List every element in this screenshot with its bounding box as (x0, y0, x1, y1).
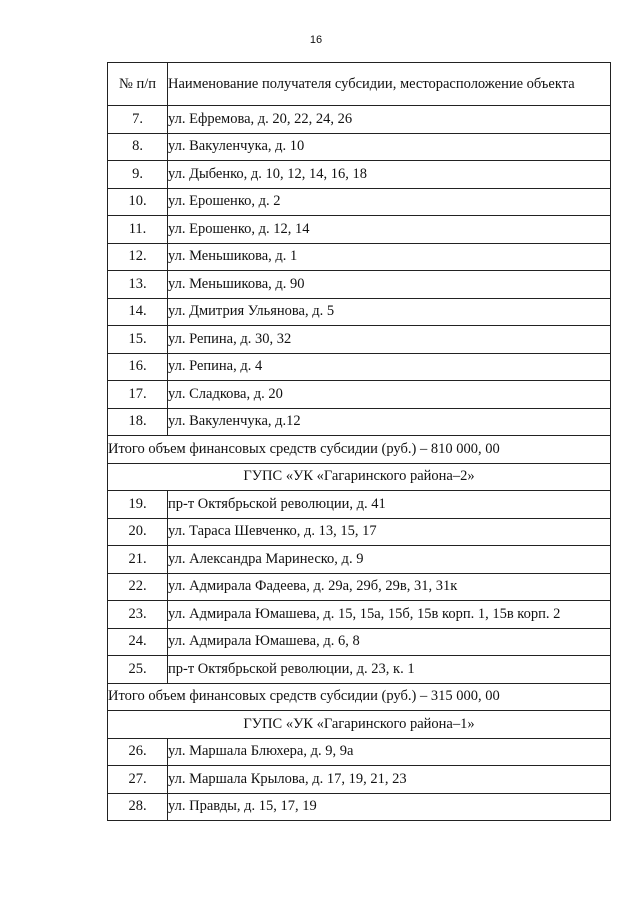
row-number: 7. (108, 106, 168, 134)
table-row (108, 161, 611, 189)
subsidy-total: Итого объем финансовых средств субсидии (руб.) – 315 000, 00 (108, 683, 611, 711)
row-number: 14. (108, 298, 168, 326)
table-row (108, 518, 611, 546)
row-number: 28. (108, 793, 168, 821)
table-row (108, 381, 611, 409)
row-address: ул. Ерошенко, д. 12, 14 (168, 216, 611, 244)
row-address: ул. Дмитрия Ульянова, д. 5 (168, 298, 611, 326)
table-row (108, 628, 611, 656)
table-row (108, 243, 611, 271)
row-address: ул. Сладкова, д. 20 (168, 381, 611, 409)
section-title: ГУПС «УК «Гагаринского района–1» (108, 711, 611, 739)
row-address: ул. Вакуленчука, д.12 (168, 408, 611, 436)
row-number: 15. (108, 326, 168, 354)
row-address: ул. Правды, д. 15, 17, 19 (168, 793, 611, 821)
row-number: 18. (108, 408, 168, 436)
row-number: 8. (108, 133, 168, 161)
table-row (108, 106, 611, 134)
header-num: № п/п (108, 63, 168, 106)
row-number: 9. (108, 161, 168, 189)
table-row (108, 793, 611, 821)
table-row (108, 408, 611, 436)
table-row (108, 271, 611, 299)
row-address: ул. Маршала Блюхера, д. 9, 9а (168, 738, 611, 766)
row-address: ул. Меньшикова, д. 1 (168, 243, 611, 271)
table-row (108, 216, 611, 244)
subsidy-total: Итого объем финансовых средств субсидии (руб.) – 810 000, 00 (108, 436, 611, 464)
row-address: ул. Дыбенко, д. 10, 12, 14, 16, 18 (168, 161, 611, 189)
total-row (108, 436, 611, 464)
row-number: 20. (108, 518, 168, 546)
table-row (108, 656, 611, 684)
table-row (108, 133, 611, 161)
row-address: пр-т Октябрьской революции, д. 23, к. 1 (168, 656, 611, 684)
table-row (108, 573, 611, 601)
row-address: ул. Вакуленчука, д. 10 (168, 133, 611, 161)
row-address: ул. Ерошенко, д. 2 (168, 188, 611, 216)
table-header-row (108, 63, 611, 106)
table-row (108, 353, 611, 381)
table-row (108, 546, 611, 574)
row-address: ул. Репина, д. 30, 32 (168, 326, 611, 354)
table-row (108, 491, 611, 519)
row-number: 25. (108, 656, 168, 684)
table-row (108, 188, 611, 216)
row-address: ул. Адмирала Юмашева, д. 15, 15а, 15б, 15в корп. 1, 15в корп. 2 (168, 601, 611, 629)
section-title: ГУПС «УК «Гагаринского района–2» (108, 463, 611, 491)
row-address: ул. Адмирала Юмашева, д. 6, 8 (168, 628, 611, 656)
section-title-row (108, 463, 611, 491)
page-number: 16 (309, 34, 323, 46)
row-address: ул. Маршала Крылова, д. 17, 19, 21, 23 (168, 766, 611, 794)
table-row (108, 326, 611, 354)
subsidy-table (107, 62, 611, 821)
row-number: 24. (108, 628, 168, 656)
row-number: 19. (108, 491, 168, 519)
section-title-row (108, 711, 611, 739)
row-address: ул. Репина, д. 4 (168, 353, 611, 381)
row-address: ул. Ефремова, д. 20, 22, 24, 26 (168, 106, 611, 134)
row-number: 21. (108, 546, 168, 574)
row-number: 10. (108, 188, 168, 216)
table-row (108, 601, 611, 629)
row-number: 11. (108, 216, 168, 244)
row-number: 22. (108, 573, 168, 601)
row-address: ул. Александра Маринеско, д. 9 (168, 546, 611, 574)
row-address: ул. Тараса Шевченко, д. 13, 15, 17 (168, 518, 611, 546)
row-number: 26. (108, 738, 168, 766)
table-body (108, 106, 611, 821)
row-number: 12. (108, 243, 168, 271)
table-row (108, 298, 611, 326)
row-number: 13. (108, 271, 168, 299)
row-address: ул. Адмирала Фадеева, д. 29а, 29б, 29в, 31, 31к (168, 573, 611, 601)
row-number: 27. (108, 766, 168, 794)
total-row (108, 683, 611, 711)
header-name: Наименование получателя субсидии, месторасположение объекта (168, 63, 611, 106)
row-number: 17. (108, 381, 168, 409)
table-row (108, 766, 611, 794)
row-address: ул. Меньшикова, д. 90 (168, 271, 611, 299)
row-address: пр-т Октябрьской революции, д. 41 (168, 491, 611, 519)
row-number: 23. (108, 601, 168, 629)
row-number: 16. (108, 353, 168, 381)
table-row (108, 738, 611, 766)
